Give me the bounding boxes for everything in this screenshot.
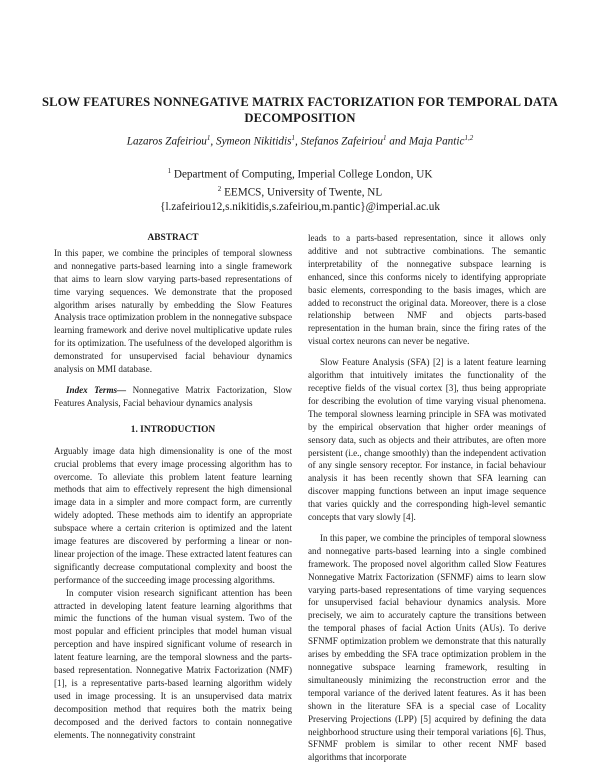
introduction-paragraph-1: Arguably image data high dimensionality is one of the most crucial problems that every image processing algorithm has to overcome. To alleviate this problem latent feature learning methods that aim to effectively represent the high dimensional image data in a simpler and more compact form, are currently widely adopted. These methods aim to identify an appropriate subspace where a certain criterion is optimized and the latent image features are discovered by performing a linear or non-linear projection of the image. These extracted latent features can significantly decrease computational complexity and boost the performance of the succeeding image processing algorithms.	[54, 445, 292, 585]
introduction-heading: 1. INTRODUCTION	[130, 424, 216, 435]
author-name: Symeon Nikitidis	[215, 135, 292, 148]
affiliation-line	[40, 164, 560, 182]
author-separator: ,	[295, 135, 301, 148]
affiliation-line	[40, 182, 560, 200]
right-paragraph-2: Slow Feature Analysis (SFA) [2] is a latent feature learning algorithm that intuitively imitates the functionality of the receptive fields of the visual cortex [3], thus being appropriate for describing the evolution of time varying visual phenomena. The temporal slowness learning principle in SFA was motivated by the empirical observation that higher order meanings of sensory data, such as objects and their attributes, are often more persistent (i.e., change smoothly) than the independent activation of any single sensory receptor. For instance, in facial behaviour analysis it has been recently shown that SFA learning can discover mapping functions between an input image sequence that varies quickly and the corresponding high-level semantic concepts that vary slowly [4].	[308, 357, 546, 523]
author-list	[40, 134, 560, 148]
index-terms	[54, 384, 292, 410]
right-paragraph-3: In this paper, we combine the principles of temporal slowness and nonnegative parts-based learning into a single combined framework. The proposed novel algorithm called Slow Features Nonnegative Matrix Factorization (SFNMF) aims to learn slow varying parts-based representations of time varying sequences for unsupervised facial behaviour dynamics analysis. More precisely, we aim to accurately capture the transitions between the temporal phases of facial Action Units (AUs). To derive SFNMF optimization problem we demonstrate that this naturally arises by embedding the SFA trace optimization problem in the nonnegative subspace learning framework, resulting in simultaneously minimizing the reconstruction error and the temporal variance of the derived latent features. As it has been shown in the literature SFA is a special case of Locality Preserving Projections (LPP) [5] acquired by defining the data neighborhood structure using their temporal variations [6]. Thus, SFNMF problem is similar to other recent NMF based algorithms that incorporate	[308, 532, 546, 763]
author-name: Stefanos Zafeiriou	[300, 135, 383, 148]
author-separator: and	[386, 135, 409, 148]
abstract-text: In this paper, we combine the principles of temporal slowness and nonnegative parts-based learning into a single framework that aims to learn slow varying parts-based representations of time varying sequences. We demonstrate that the proposed algorithm arises naturally by embedding the Slow Features Analysis trace optimization problem in the nonnegative subspace learning framework and derive novel multiplicative update rules for its optimization. The usefulness of the developed algorithm is demonstrated for unsupervised facial behaviour dynamics analysis on MMI database.	[54, 247, 292, 375]
paper-title: SLOW FEATURES NONNEGATIVE MATRIX FACTORIZATION FOR TEMPORAL DATA DECOMPOSITION	[42, 95, 558, 125]
author-affiliation-mark: 1	[206, 134, 211, 142]
affiliation-mark: 2	[217, 185, 222, 194]
index-terms-text: Nonnegative Matrix Factorization, Slow Features Analysis, Facial behaviour dynamics analysis	[54, 384, 292, 408]
author-name: Maja Pantic	[408, 135, 465, 148]
affiliations	[40, 164, 560, 215]
abstract-heading: ABSTRACT	[147, 233, 199, 243]
author-separator: ,	[210, 135, 216, 148]
author-name: Lazaros Zafeiriou	[126, 135, 207, 148]
index-terms-label: Index Terms—	[66, 384, 127, 395]
affiliation-mark: 1	[167, 167, 172, 175]
author-affiliation-mark: 1	[291, 134, 295, 142]
author-affiliation-mark: 1	[382, 134, 387, 142]
affiliation-text: EEMCS, University of Twente, NL	[221, 186, 383, 199]
right-paragraph-1: leads to a parts-based representation, since it allows only additive and not subtractive combinations. The semantic interpretability of the nonnegative subspace learning is enhanced, since this conforms nicely to identifying appropriate basic elements, corresponding to the basis images, which are added to reconstruct the original data. Moreover, there is a close relationship between NMF and objects parts-based representation in the human brain, since the firing rates of the visual cortex neurons can never be negative.	[308, 233, 546, 347]
left-column	[54, 232, 292, 742]
right-column	[308, 232, 546, 764]
introduction-paragraph-2: In computer vision research significant attention has been attracted in developing latent feature learning algorithms that mimic the functions of the human visual system. Two of the most popular and efficient principles that model human visual perception and have inspired significant volume of research in latent feature learning, are the temporal slowness and the parts-based representation. Nonnegative Matrix Factorization (NMF) [1], is a representative parts-based learning algorithm widely used in image processing. It is an unsupervised data matrix decomposition method that requires both the matrix being decomposed and the derived factors to contain nonnegative elements. The nonnegativity constraint	[54, 587, 292, 740]
author-affiliation-mark: 1,2	[464, 134, 474, 142]
affiliation-text: Department of Computing, Imperial College London, UK	[171, 168, 433, 181]
author-emails: {l.zafeiriou12,s.nikitidis,s.zafeiriou,m.pantic}@imperial.ac.uk	[160, 201, 440, 214]
